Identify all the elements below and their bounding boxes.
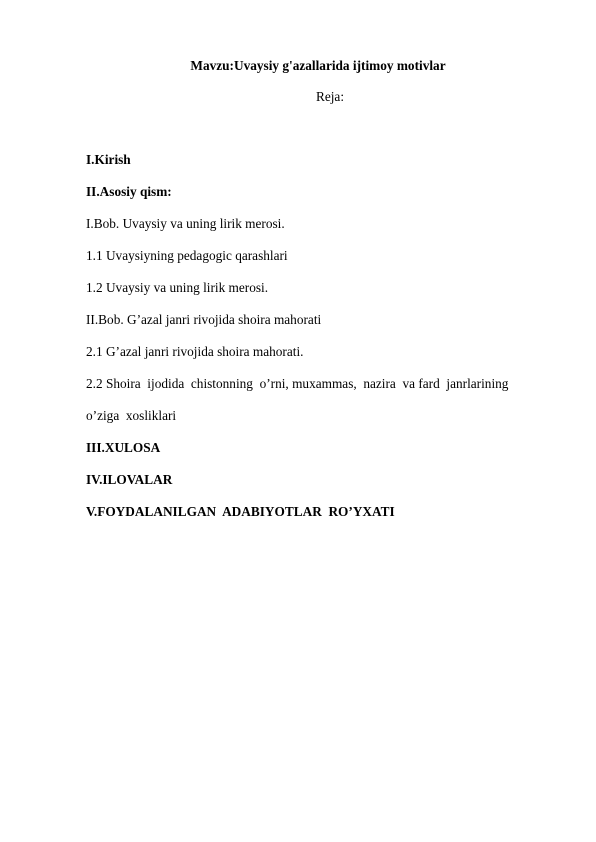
toc-item-chapter-1: I.Bob. Uvaysiy va uning lirik merosi. [86, 216, 285, 231]
toc-item-references: V.FOYDALANILGAN ADABIYOTLAR RO’YXATI [86, 504, 395, 519]
toc-item-introduction: I.Kirish [86, 152, 131, 167]
toc-item-chapter-2: II.Bob. G’azal janri rivojida shoira mahorati [86, 312, 322, 327]
toc-item-conclusion: III.XULOSA [86, 440, 161, 455]
toc-item-section-2-2-continued: o’ziga xosliklari [86, 408, 177, 423]
plan-heading: Reja: [315, 89, 345, 104]
toc-item-main-part: II.Asosiy qism: [86, 184, 172, 199]
document-title: Mavzu:Uvaysiy g'azallarida ijtimoy motivlar [190, 58, 446, 73]
toc-item-section-1-2: 1.2 Uvaysiy va uning lirik merosi. [86, 280, 269, 295]
toc-item-section-2-1: 2.1 G’azal janri rivojida shoira mahorati. [86, 344, 304, 359]
toc-item-section-1-1: 1.1 Uvaysiyning pedagogic qarashlari [86, 248, 288, 263]
toc-item-section-2-2: 2.2 Shoira ijodida chistonning o’rni, muxammas, nazira va fard janrlarining [86, 376, 509, 391]
toc-item-appendices: IV.ILOVALAR [86, 472, 173, 487]
